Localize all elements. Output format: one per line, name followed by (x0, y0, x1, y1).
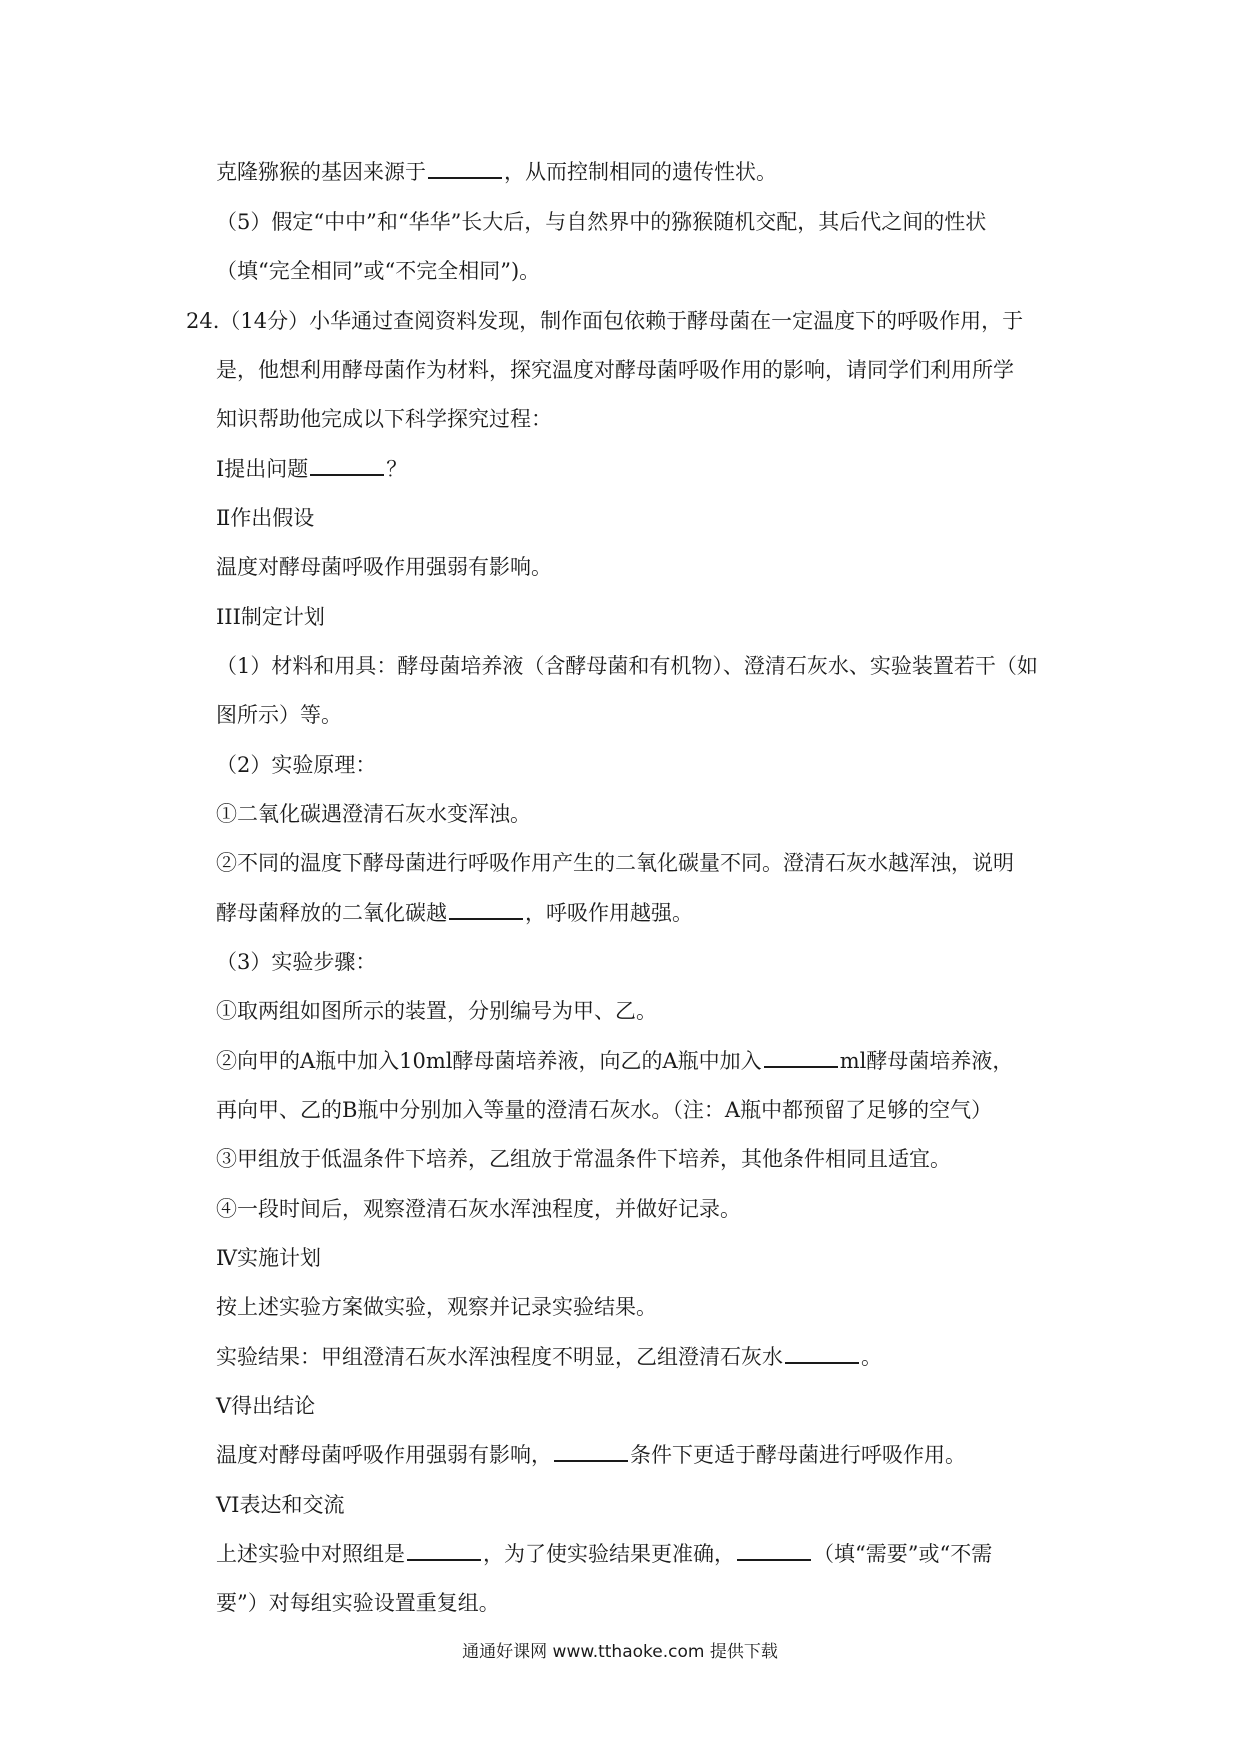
text-line: （3）实验步骤： (216, 950, 377, 974)
text-line: （2）实验原理： (216, 753, 377, 777)
text-line: ①二氧化碳遇澄清石灰水变浑浊。 (216, 802, 531, 826)
section-heading: V得出结论 (216, 1394, 316, 1418)
text-line: 按上述实验方案做实验，观察并记录实验结果。 (216, 1295, 657, 1319)
text-line: 实验结果：甲组澄清石灰水浑浊程度不明显，乙组澄清石灰水 。 (216, 1342, 882, 1372)
answer-blank[interactable] (449, 898, 523, 920)
section-heading: III制定计划 (216, 605, 325, 629)
question-24-heading: 24.（14分）小华通过查阅资料发现，制作面包依赖于酵母菌在一定温度下的呼吸作用，于 (186, 309, 1024, 333)
text-line: 再向甲、乙的B瓶中分别加入等量的澄清石灰水。（注：A瓶中都预留了足够的空气） (216, 1098, 993, 1122)
text-line: 知识帮助他完成以下科学探究过程： (216, 407, 552, 431)
answer-blank[interactable] (554, 1440, 628, 1462)
text-line: （1）材料和用具：酵母菌培养液（含酵母菌和有机物）、澄清石灰水、实验装置若干（如 (216, 654, 1038, 678)
text-line: ③甲组放于低温条件下培养，乙组放于常温条件下培养，其他条件相同且适宜。 (216, 1147, 951, 1171)
text-line: （填“完全相同”或“不完全相同”)。 (216, 259, 541, 283)
answer-blank[interactable] (310, 454, 384, 476)
text-line: ②不同的温度下酵母菌进行呼吸作用产生的二氧化碳量不同。澄清石灰水越浑浊，说明 (216, 851, 1014, 875)
section-heading: I提出问题 ？ (216, 454, 407, 484)
answer-blank[interactable] (785, 1342, 859, 1364)
section-heading: Ⅱ作出假设 (216, 506, 315, 530)
text-line: 克隆猕猴的基因来源于 ，从而控制相同的遗传性状。 (216, 157, 777, 187)
text-line: 酵母菌释放的二氧化碳越 ，呼吸作用越强。 (216, 898, 693, 928)
footer-watermark: 通通好课网 www.tthaoke.com 提供下载 (462, 1642, 778, 1662)
answer-blank[interactable] (737, 1539, 811, 1561)
text-line: ②向甲的A瓶中加入10ml酵母菌培养液，向乙的A瓶中加入 ml酵母菌培养液， (216, 1046, 1013, 1076)
text-line: 要”）对每组实验设置重复组。 (216, 1591, 500, 1615)
text-line: （5）假定“中中”和“华华”长大后，与自然界中的猕猴随机交配，其后代之间的性状 (216, 210, 987, 234)
answer-blank[interactable] (764, 1046, 838, 1068)
text-line: 上述实验中对照组是 ，为了使实验结果更准确， （填“需要”或“不需 (216, 1539, 992, 1569)
answer-blank[interactable] (407, 1539, 481, 1561)
text-line: ④一段时间后，观察澄清石灰水浑浊程度，并做好记录。 (216, 1197, 741, 1221)
text-line: 温度对酵母菌呼吸作用强弱有影响， 条件下更适于酵母菌进行呼吸作用。 (216, 1440, 966, 1470)
section-heading: Ⅳ实施计划 (216, 1246, 321, 1270)
text-line: 温度对酵母菌呼吸作用强弱有影响。 (216, 555, 552, 579)
text-line: 图所示）等。 (216, 703, 342, 727)
answer-blank[interactable] (428, 157, 502, 179)
section-heading: VI表达和交流 (216, 1493, 345, 1517)
text-line: ①取两组如图所示的装置，分别编号为甲、乙。 (216, 999, 657, 1023)
text-line: 是，他想利用酵母菌作为材料，探究温度对酵母菌呼吸作用的影响，请同学们利用所学 (216, 358, 1014, 382)
